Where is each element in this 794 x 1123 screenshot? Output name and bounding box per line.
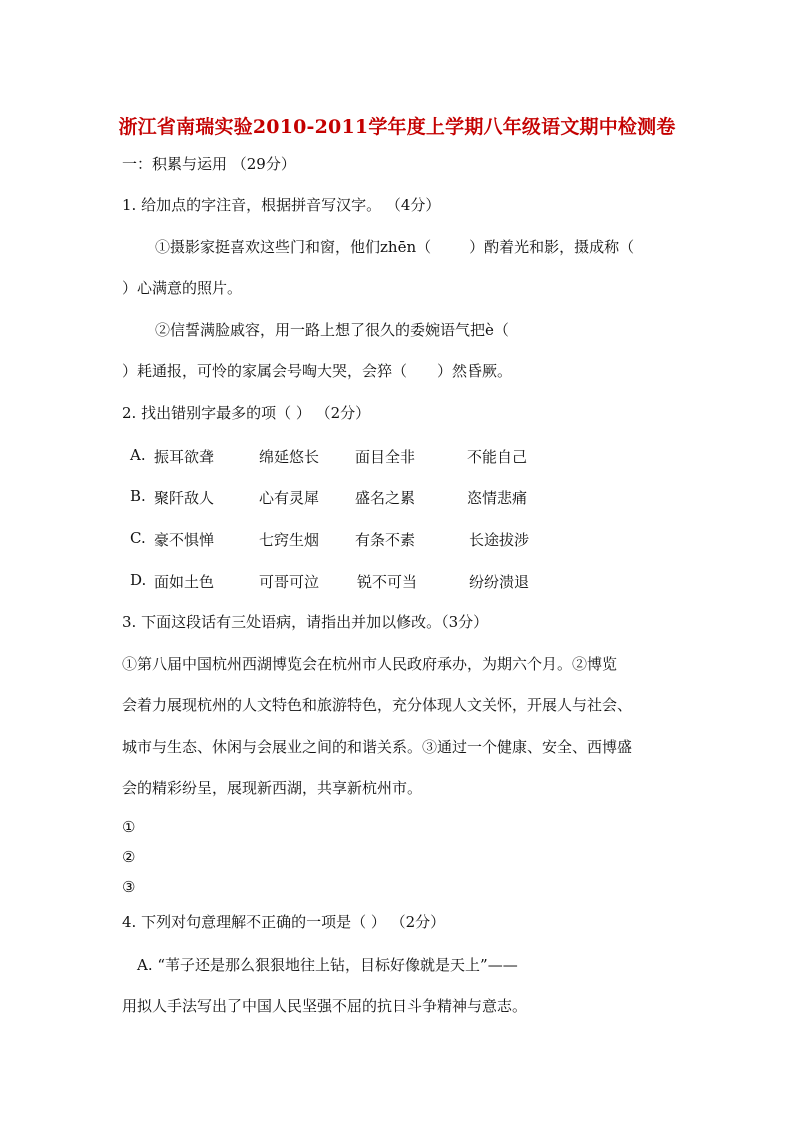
option-word: 聚阡敌人 <box>154 489 215 507</box>
question-3-paragraph-line: 会着力展现杭州的人文特色和旅游特色，充分体现人文关怀，开展人与社会、 <box>122 696 633 714</box>
option-word: 振耳欲聋 <box>154 448 215 466</box>
option-word: 豪不惧惮 <box>154 531 215 549</box>
option-word: 纷纷溃退 <box>469 573 530 591</box>
item-text: ）然昏厥。 <box>437 362 513 380</box>
option-letter: A. <box>130 446 146 464</box>
question-1-stem: 1. 给加点的字注音，根据拼音写汉字。 （4分） <box>122 196 441 214</box>
question-1-item-1-cont <box>122 278 242 298</box>
question-1-item-2 <box>155 320 509 340</box>
question-4-option-a-cont: 用拟人手法写出了中国人民坚强不屈的抗日斗争精神与意志。 <box>122 997 528 1015</box>
section-heading: 一：积累与运用 （29分） <box>122 155 296 173</box>
option-word: 面如土色 <box>154 573 215 591</box>
option-word: 锐不可当 <box>357 573 418 591</box>
option-word: 不能自己 <box>467 448 528 466</box>
option-word: 长途拔涉 <box>469 531 530 549</box>
option-word: 有条不素 <box>355 531 416 549</box>
question-3-paragraph-line: 会的精彩纷呈，展现新西湖，共享新杭州市。 <box>122 779 423 797</box>
question-1-item-1 <box>155 237 634 257</box>
question-3-stem: 3. 下面这段话有三处语病，请指出并加以修改。（3分） <box>122 613 489 631</box>
question-4-stem: 4. 下列对句意理解不正确的一项是（ ） （2分） <box>122 913 446 931</box>
option-letter: C. <box>130 529 146 547</box>
option-word: 盛名之累 <box>355 489 416 507</box>
option-letter: B. <box>130 487 146 505</box>
question-3-paragraph-line: ①第八届中国杭州西湖博览会在杭州市人民政府承办，为期六个月。②博览 <box>122 655 618 673</box>
option-letter: D. <box>130 571 147 589</box>
option-word: 七窍生烟 <box>259 531 320 549</box>
question-4-option-a: A. “苇子还是那么狠狠地往上钻，目标好像就是天上”—— <box>137 956 518 974</box>
document-title: 浙江省南瑞实验2010-2011学年度上学期八年级语文期中检测卷 <box>118 116 676 138</box>
option-word: 恣情悲痛 <box>467 489 528 507</box>
item-text: ②信誓满脸戚容，用一路上想了很久的委婉语气把è（ <box>155 321 509 339</box>
item-text: ①摄影家挺喜欢这些门和窗，他们zhēn（ <box>155 238 432 256</box>
question-2-stem: 2. 找出错别字最多的项（ ） （2分） <box>122 404 371 422</box>
item-text: ）心满意的照片。 <box>122 279 243 297</box>
option-word: 可哥可泣 <box>259 573 320 591</box>
item-text: ）耗通报，可怜的家属会号啕大哭，会猝（ <box>122 362 408 380</box>
option-word: 绵延悠长 <box>259 448 320 466</box>
option-word: 面目全非 <box>355 448 416 466</box>
answer-mark-2: ② <box>122 848 136 866</box>
question-1-item-2-cont <box>122 361 512 381</box>
question-3-paragraph-line: 城市与生态、休闲与会展业之间的和谐关系。③通过一个健康、安全、西博盛 <box>122 738 633 756</box>
item-text: ）酌着光和影，摄成称（ <box>469 238 635 256</box>
answer-mark-1: ① <box>122 818 136 836</box>
option-word: 心有灵犀 <box>259 489 320 507</box>
answer-mark-3: ③ <box>122 878 136 896</box>
